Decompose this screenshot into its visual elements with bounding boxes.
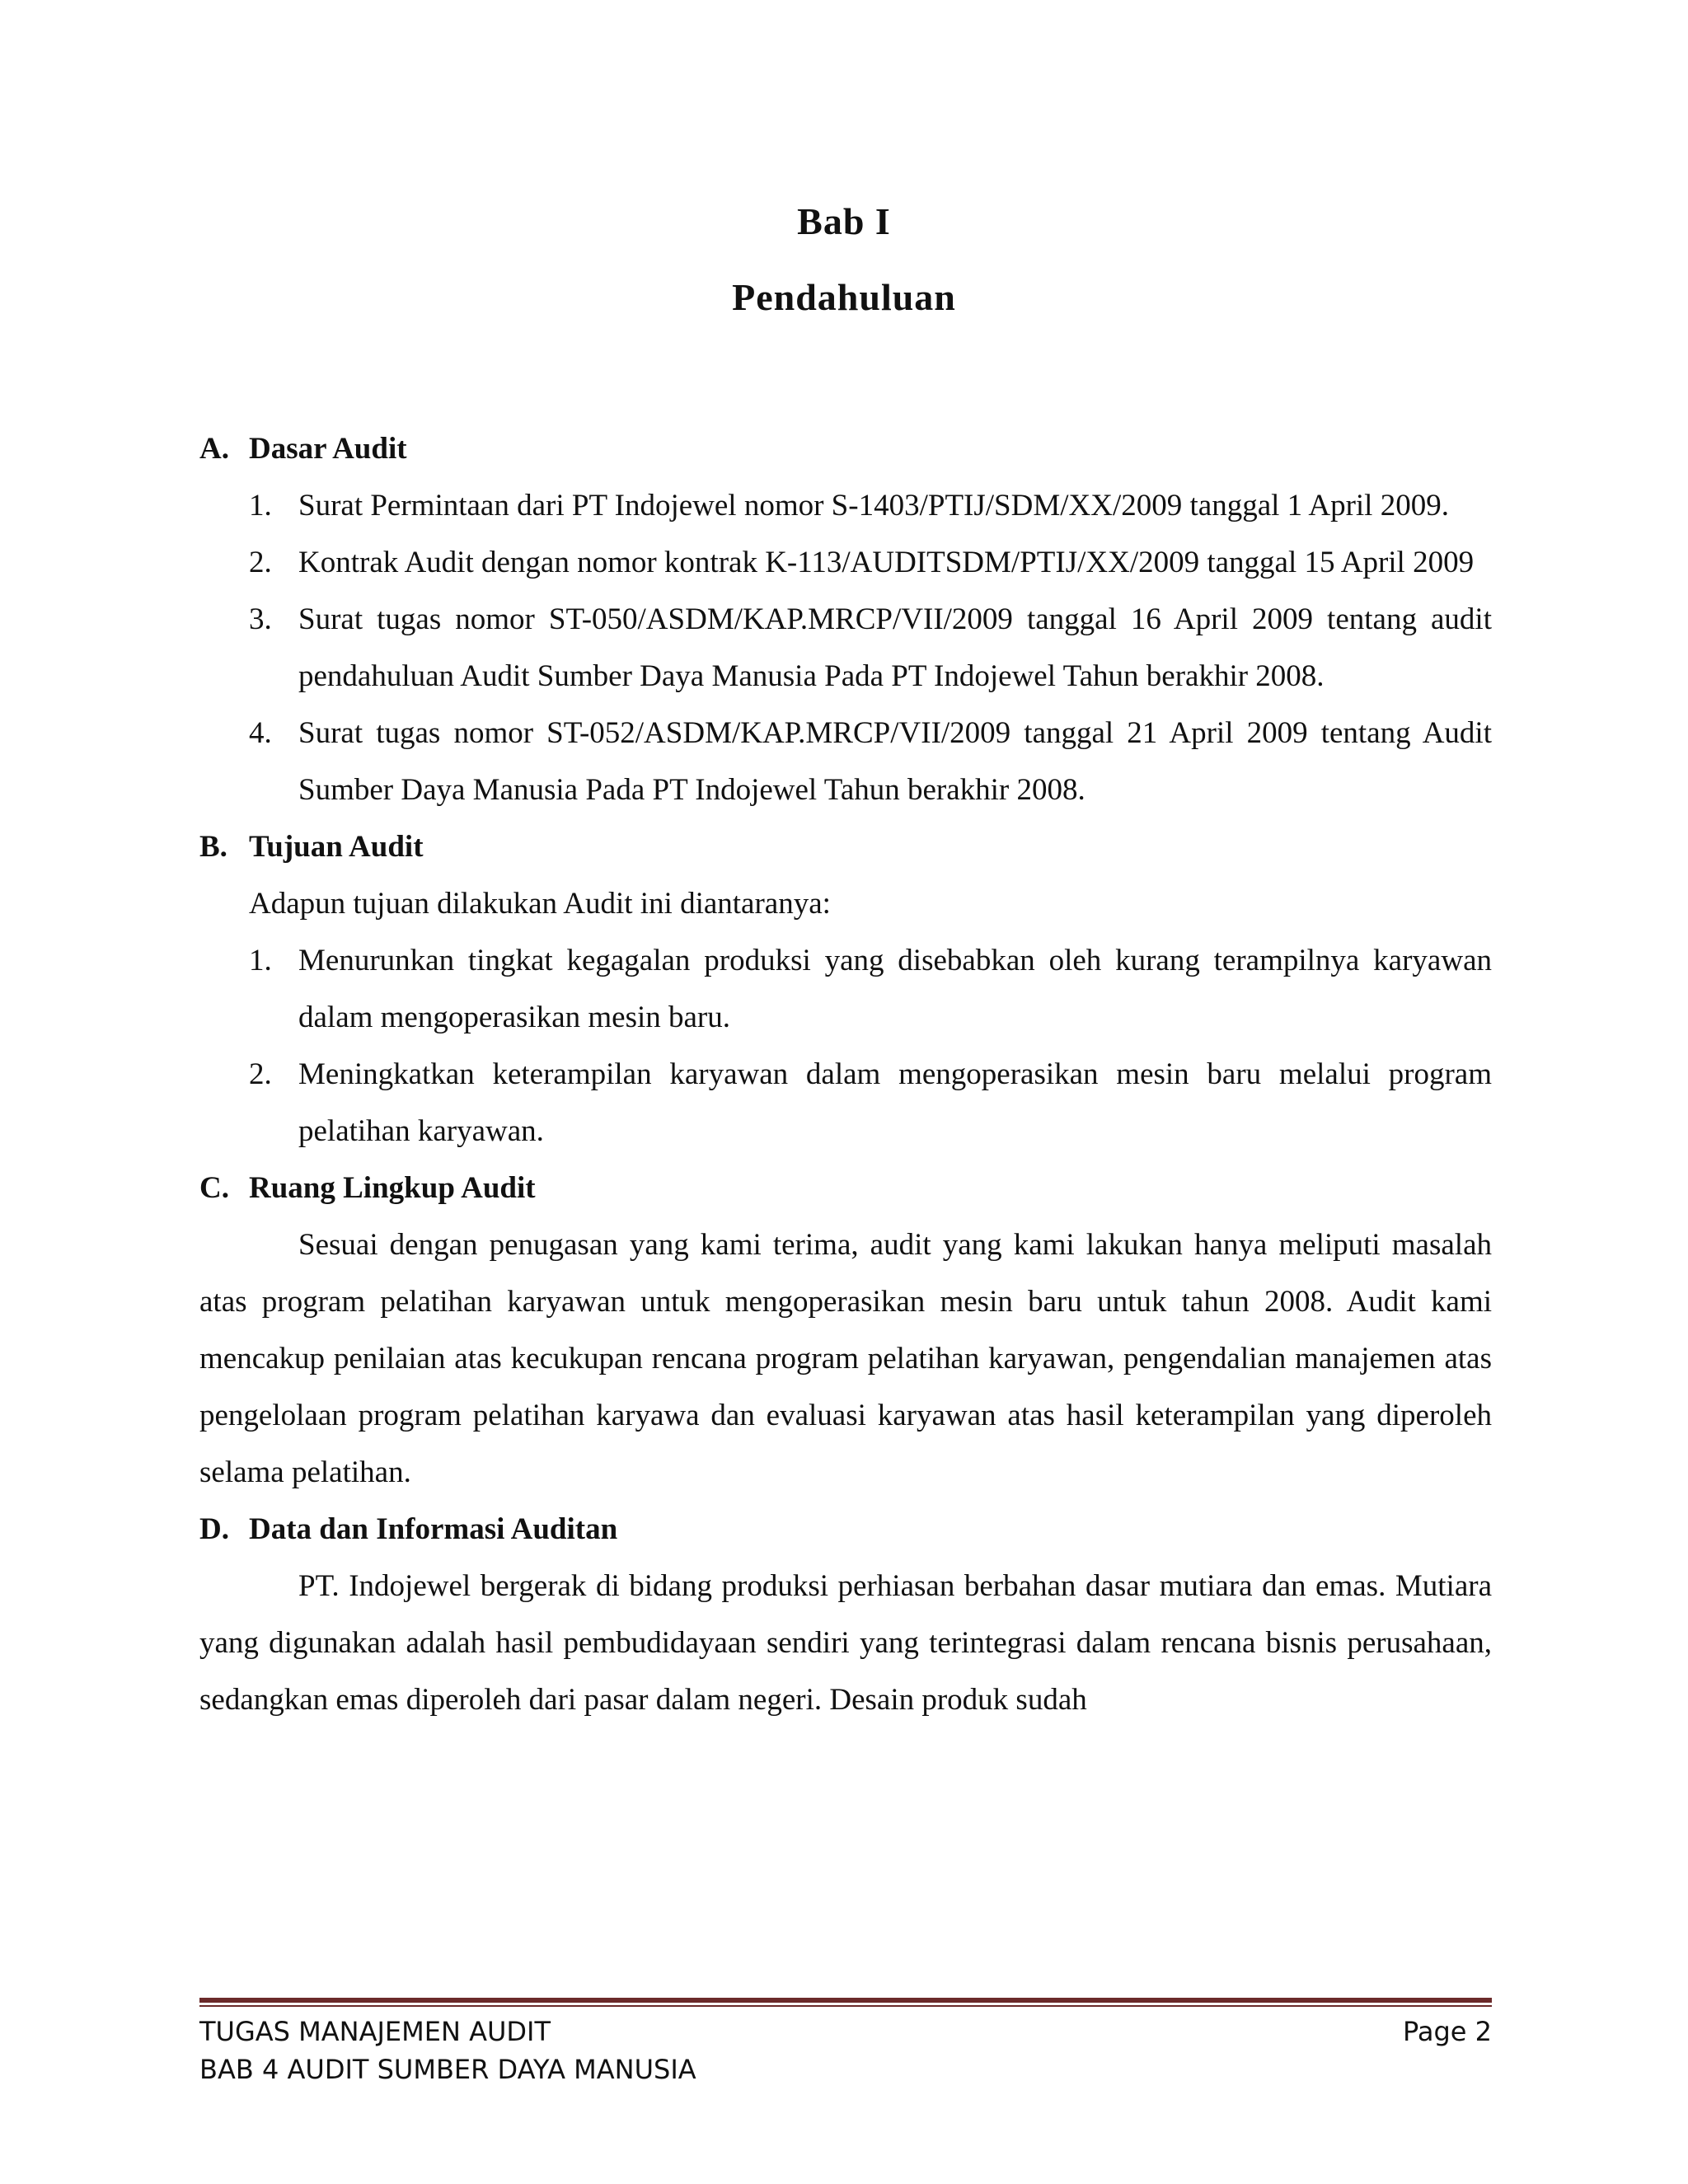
list-item (199, 591, 1492, 705)
chapter-title: Pendahuluan (732, 276, 956, 318)
list-item (199, 932, 1492, 1046)
list-item (199, 477, 1492, 534)
footer-course-title: TUGAS MANAJEMEN AUDIT (199, 2016, 551, 2047)
list-item-text: Meningkatkan keterampilan karyawan dalam mengoperasikan mesin baru melalui program pelatihan karyawan. (298, 1057, 1492, 1148)
section-d-letter: D. (199, 1512, 229, 1546)
list-item-text: Menurunkan tingkat kegagalan produksi yang disebabkan oleh kurang terampilnya karyawan dalam mengoperasikan mesin baru. (298, 944, 1492, 1034)
section-c-letter: C. (199, 1171, 229, 1205)
section-d-title: Data dan Informasi Auditan (249, 1512, 618, 1546)
list-item-number: 4. (249, 716, 272, 750)
section-a-title: Dasar Audit (249, 432, 407, 466)
page-number: Page 2 (1403, 2016, 1492, 2047)
list-item-number: 1. (249, 489, 272, 523)
list-item (199, 1046, 1492, 1160)
list-item (199, 534, 1492, 591)
chapter-number: Bab I (797, 200, 891, 242)
list-item-text: Kontrak Audit dengan nomor kontrak K-113/AUDITSDM/PTIJ/XX/2009 tanggal 15 April 2009 (298, 546, 1475, 579)
section-b-heading (199, 818, 1492, 875)
list-item-number: 1. (249, 944, 272, 977)
section-a-heading (199, 420, 1492, 477)
list-item-number: 2. (249, 546, 272, 579)
section-c-title: Ruang Lingkup Audit (249, 1171, 536, 1205)
section-b-intro: Adapun tujuan dilakukan Audit ini diantaranya: (249, 887, 831, 921)
footer-divider (199, 1998, 1492, 2003)
list-item-number: 3. (249, 602, 272, 636)
list-item-number: 2. (249, 1057, 272, 1091)
section-b-title: Tujuan Audit (249, 830, 424, 864)
section-c-heading (199, 1160, 1492, 1216)
footer-divider-thin (199, 2005, 1492, 2007)
list-item-text: Surat Permintaan dari PT Indojewel nomor S-1403/PTIJ/SDM/XX/2009 tanggal 1 April 2009. (298, 489, 1449, 523)
document-body (199, 420, 1492, 1728)
section-b-letter: B. (199, 830, 227, 864)
section-c-paragraph: Sesuai dengan penugasan yang kami terima, audit yang kami lakukan hanya meliputi masalah atas program pelatihan karyawan untuk mengoperasikan mesin baru untuk tahun 2008. Audit kami mencakup penilaian atas kecukupan rencana program pelatihan karyawan, pengendalian manajemen atas pengelolaan program pelatihan karyawa dan evaluasi karyawan atas hasil keterampilan yang diperoleh selama pelatihan. (199, 1228, 1492, 1489)
list-item-text: Surat tugas nomor ST-052/ASDM/KAP.MRCP/VII/2009 tanggal 21 April 2009 tentang Audit Sumber Daya Manusia Pada PT Indojewel Tahun berakhir 2008. (298, 716, 1492, 807)
footer-chapter-title: BAB 4 AUDIT SUMBER DAYA MANUSIA (199, 2054, 696, 2085)
section-a-letter: A. (199, 432, 229, 466)
list-item (199, 705, 1492, 818)
section-d-heading (199, 1501, 1492, 1558)
list-item-text: Surat tugas nomor ST-050/ASDM/KAP.MRCP/VII/2009 tanggal 16 April 2009 tentang audit pendahuluan Audit Sumber Daya Manusia Pada PT Indojewel Tahun berakhir 2008. (298, 602, 1492, 693)
section-d-paragraph: PT. Indojewel bergerak di bidang produksi perhiasan berbahan dasar mutiara dan emas. Mutiara yang digunakan adalah hasil pembudidayaan sendiri yang terintegrasi dalam rencana bisnis perusahaan, sedangkan emas diperoleh dari pasar dalam negeri. Desain produk sudah (199, 1569, 1492, 1717)
